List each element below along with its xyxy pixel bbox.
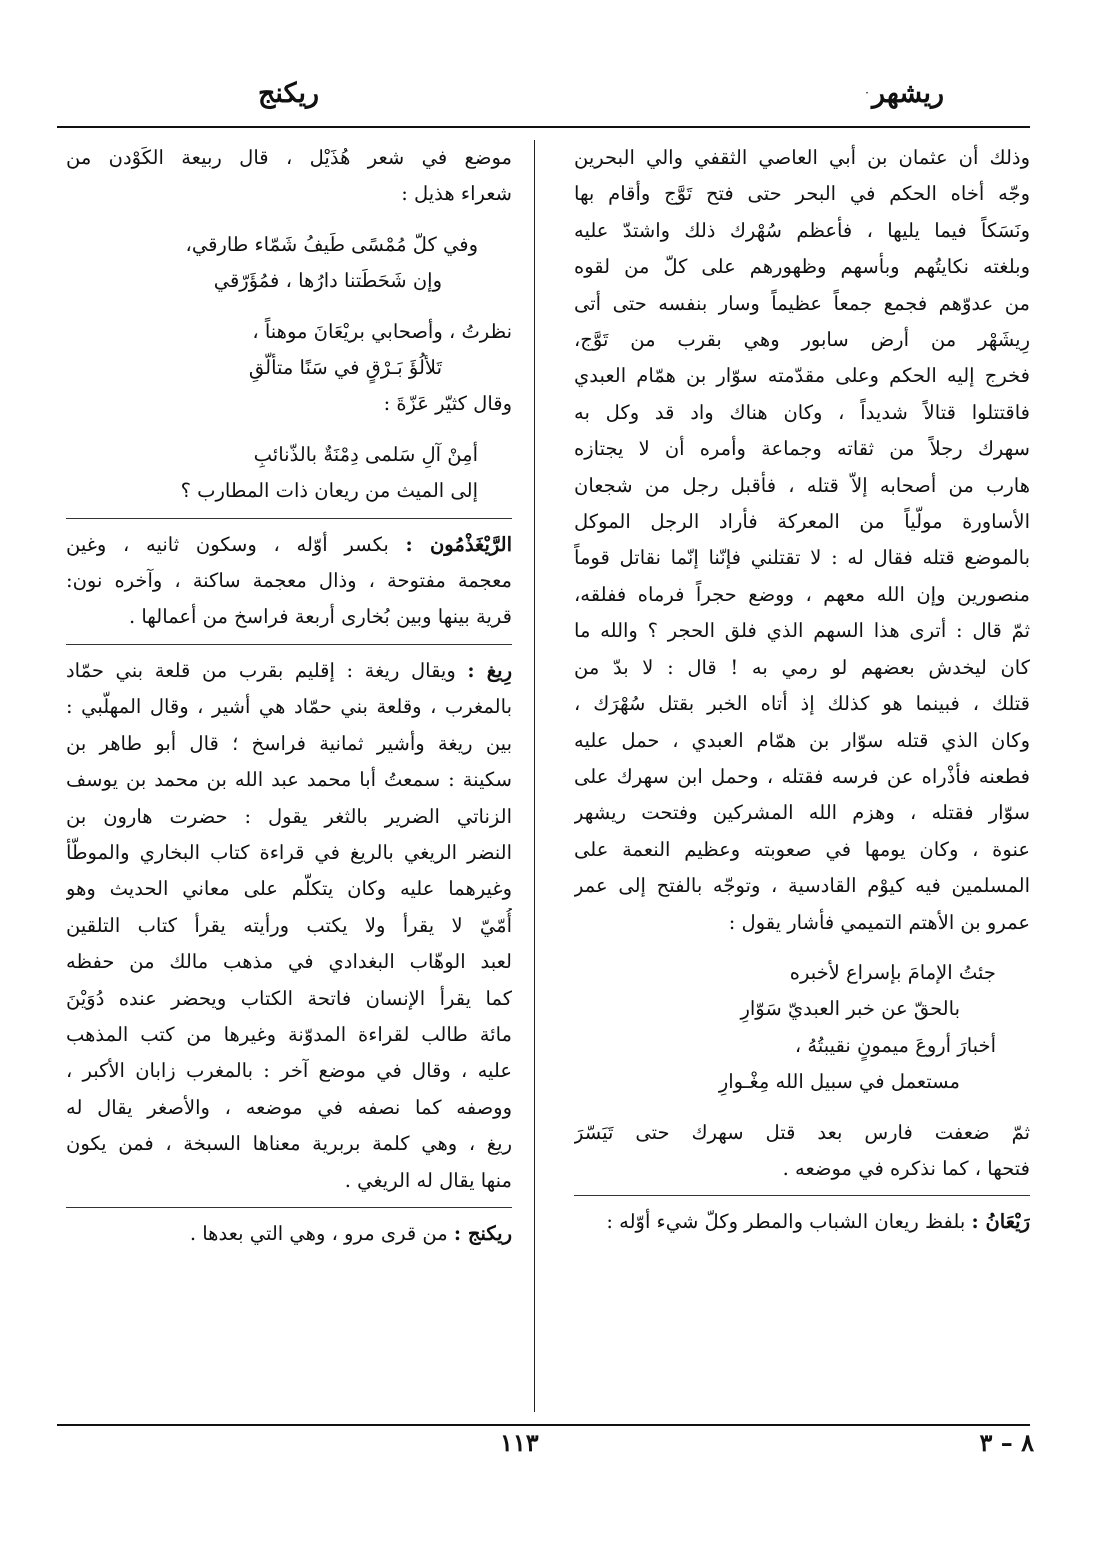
entry-raighadhmun — [66, 527, 512, 636]
spacer — [574, 941, 1030, 955]
spacer — [66, 300, 512, 314]
text-line: عليه ، وقال في موضع آخر : بالمغرب زابان الأكبر ، — [66, 1059, 512, 1083]
text-line: رِيشَهْر من أرض سابور وهي بقرب من تَوَّج، — [574, 328, 1030, 352]
text-line: وبلغته نكايتُهم وبأسهم وظهورهم على كلّ من لقوه — [574, 255, 1030, 279]
text-line: بالمغرب ، وقلعة بني حمّاد هي أشير ، وقال المهلّبي : — [66, 695, 512, 719]
spacer — [574, 1101, 1030, 1115]
text-line: سهرك رجلاً من ثقاته وجماعة وأمره أن لا يجتازه — [574, 437, 1030, 461]
right-column — [574, 140, 1030, 1241]
text-line: فاقتتلوا قتالاً شديداً ، وكان هناك واد قد وكل به — [574, 400, 1030, 424]
text-line: فخرج إليه الحكم وعلى مقدّمته سوّار بن همّام العبدي — [574, 364, 1030, 388]
verse-line: بالحقّ عن خبر العبديّ سَوّارِ — [740, 997, 960, 1021]
text-line: كان ليخدش بعضهم لو رمي به ! قال : لا بدّ من — [574, 655, 1030, 679]
text-line: ونَسَكاً فيما يليها ، فأعظم سُهْرك ذلك واشتدّ عليه — [574, 218, 1030, 242]
left-verse-2 — [66, 314, 512, 387]
left-column — [66, 140, 512, 1252]
text-line: قتلك ، فبينما هو كذلك إذ أتاه الخبر بقتل سُهْرَك ، — [574, 692, 1030, 716]
entry-headword: رِيغ : — [467, 658, 512, 682]
entry-headword: الرَّيْغَذْمُون : — [405, 532, 512, 556]
header-right-title: ريشهر — [872, 78, 944, 109]
text-line: وغيرهما عليه وكان يتكلّم على معاني الحديث وهو — [66, 877, 512, 901]
entry-line — [574, 1204, 1030, 1240]
text-line: ثمّ قال : أترى هذا السهم الذي فلق الحجر ؟ والله ما — [574, 619, 1030, 643]
text-line: ووصفه كما نصفه في موضعه ، والأصغر يقال له — [66, 1095, 512, 1119]
text-line: سوّار فقتله ، وهزم الله المشركين وفتحت ريشهر — [574, 801, 1030, 825]
verse-line: جئتُ الإمامَ بإسراع لأخبره — [789, 960, 996, 984]
bottom-rule — [57, 1424, 1030, 1426]
text-line: شعراء هذيل : — [401, 182, 512, 206]
entry-line — [66, 653, 512, 689]
header-left-title: ريكنج — [258, 78, 320, 109]
text-line: وذلك أن عثمان بن أبي العاصي الثقفي والي البحرين — [574, 146, 1030, 169]
text-line: عمرو بن الأهتم التميمي فأشار يقول : — [728, 910, 1030, 934]
top-rule — [57, 126, 1030, 128]
text-line: مائة طالب لقراءة المدوّنة وغيرها من كتب المذهب — [66, 1022, 512, 1046]
entry-text: من قرى مرو ، وهي التي بعدها . — [189, 1221, 448, 1245]
text-line: النضر الريغي بالريغ في قراءة كتاب البخاري والموطّأ — [66, 840, 512, 864]
page-number: ١١٣ — [500, 1428, 539, 1457]
text-line: بالموضع قتله فقال له : لا تقتلني فإنّنا إنّما نقاتل قوماً — [574, 546, 1030, 570]
left-verse-1 — [66, 227, 512, 300]
entry-separator — [66, 644, 512, 645]
text-line: الزناتي الضرير بالثغر يقول : حضرت هارون بن — [66, 804, 512, 828]
text-line: معجمة مفتوحة ، وذال معجمة ساكنة ، وآخره نون: — [66, 569, 512, 593]
stray-dot: · — [865, 86, 869, 100]
left-paragraph-1 — [66, 140, 512, 213]
entry-separator — [66, 1207, 512, 1208]
text-line: بين ريغة وأشير ثمانية فراسخ ؛ قال أبو طاهر بن — [66, 731, 512, 755]
text-line: فطعنه فأذْراه عن فرسه فقتله ، وحمل ابن سهرك على — [574, 764, 1030, 788]
verse-line: وإن شَحَطَتنا دارُها ، فمُؤَرّقي — [213, 269, 442, 293]
text-line: منصورين وإن الله معهم ، ووضع حجراً فرماه ففلقه، — [574, 582, 1030, 606]
text-line: منها يقال له الريغي . — [344, 1168, 512, 1192]
entry-text: ويقال ريغة : إقليم بقرب من قلعة بني حمّاد — [66, 658, 456, 682]
text-line: المسلمين فيه كيوْم القادسية ، وتوجّه بالفتح إلى عمر — [574, 874, 1030, 898]
text-line: كما يقرأ الإنسان فاتحة الكتاب ويحضر عنده دُوَيْنَ — [66, 986, 512, 1010]
text-line: هارب من أصحابه إلاّ قتله ، فأقبل رجل من شجعان — [574, 473, 1030, 497]
text-line: قرية بينها وبين بُخارى أربعة فراسخ من أعمالها . — [128, 605, 512, 629]
text-line: موضع في شعر هُذَيْل ، قال ربيعة الكَوْدن من — [66, 146, 512, 169]
entry-headword: رَيْعَانُ : — [971, 1210, 1030, 1234]
text-line: الأساورة مولّياً من المعركة فأراد الرجل الموكل — [574, 510, 1030, 534]
text-line: عنوة ، وكان يومها في صعوبته وعظيم النعمة على — [574, 837, 1030, 861]
verse-line: أخبارَ أروعَ ميمونٍ نقيبتُهُ ، — [794, 1033, 996, 1057]
left-verse-3 — [66, 437, 512, 510]
entry-line — [66, 1216, 512, 1252]
right-verse-1 — [574, 955, 1030, 1101]
spacer — [66, 423, 512, 437]
text-line: وجّه أخاه الحكم في البحر حتى فتح تَوَّج وأقام بها — [574, 182, 1030, 206]
text-line: لعبد الوهّاب البغدادي في مذهب مالك من حفظه — [66, 950, 512, 974]
spacer — [66, 213, 512, 227]
entry-line — [66, 527, 512, 563]
text-line: وكان الذي قتله سوّار بن همّام العبدي ، حمل عليه — [574, 728, 1030, 752]
verse-line: مستعمل في سبيل الله مِغْـوارِ — [718, 1070, 960, 1094]
verse-line: أمِنْ آلِ سَلمى دِمْنَةٌ بالذّنائبِ — [253, 442, 478, 466]
right-paragraph-2 — [574, 1115, 1030, 1188]
column-divider — [534, 140, 535, 1412]
entry-rikanj — [66, 1216, 512, 1252]
verse-line: نظرتُ ، وأصحابي بريْعَانَ موهناً ، — [252, 319, 512, 343]
verse-line: وفي كلّ مُمْسًى طَيفُ شَمّاء طارقي، — [185, 232, 478, 256]
verse-line: تَلألُؤَ بَـرْقٍ في سَنًا متألّقِ — [248, 356, 442, 380]
text-line: سكينة : سمعتُ أبا محمد عبد الله بن محمد بن يوسف — [66, 768, 512, 792]
kuthayyir-intro: وقال كثيّر عَزّةَ : — [383, 392, 512, 416]
text-line: من عدوّهم فجمع جمعاً عظيماً وسار بنفسه حتى أتى — [574, 291, 1030, 315]
entry-righ — [66, 653, 512, 1199]
signature-mark: ٨ – ٣ — [979, 1428, 1034, 1457]
entry-text: بكسر أوّله ، وسكون ثانيه ، وغين — [66, 532, 389, 556]
text-line: ريغ ، وهي كلمة بربرية معناها السبخة ، فمن يكون — [66, 1132, 512, 1156]
verse-line: إلى الميث من ريعان ذات المطارب ؟ — [180, 479, 478, 503]
entry-rayan — [574, 1204, 1030, 1240]
text-line: ثمّ ضعفت فارس بعد قتل سهرك حتى تَيَسّرَ — [574, 1120, 1030, 1144]
text-line: فتحها ، كما نذكره في موضعه . — [782, 1156, 1030, 1180]
entry-text: بلفظ ريعان الشباب والمطر وكلّ شيء أوّله : — [606, 1210, 966, 1234]
entry-separator — [66, 518, 512, 519]
right-paragraph-1 — [574, 140, 1030, 941]
entry-separator — [574, 1195, 1030, 1196]
text-line: أُمّيّ لا يقرأ ولا يكتب ورأيته يقرأ كتاب التلقين — [66, 913, 512, 937]
entry-headword: ريكنج : — [453, 1221, 512, 1245]
